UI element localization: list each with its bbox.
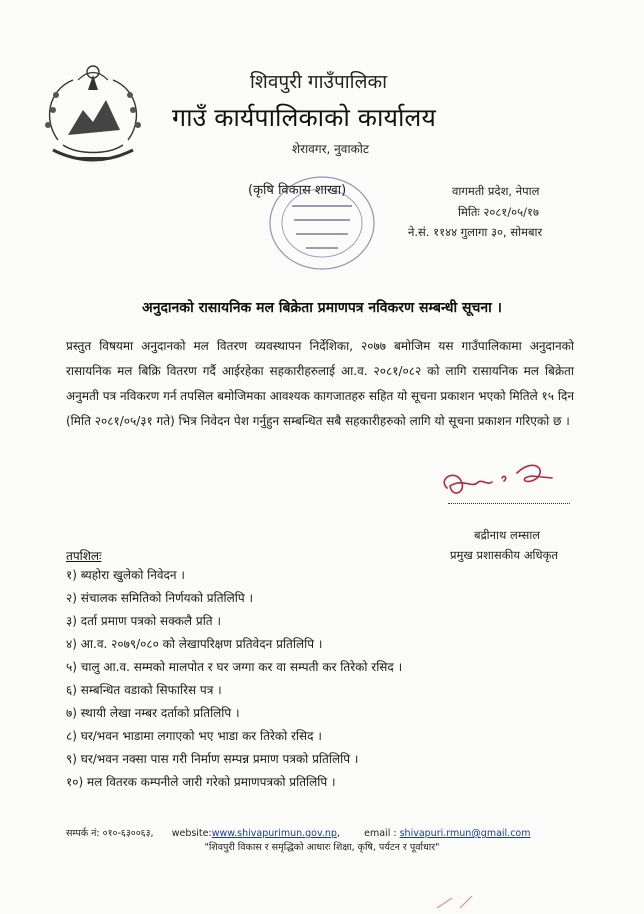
document-list: [66, 564, 402, 794]
notice-title: अनुदानको रासायनिक मल बिक्रेता प्रमाणपत्र नविकरण सम्बन्धी सूचना ।: [142, 300, 502, 316]
list-item: ९) घर/भवन नक्सा पास गरी निर्माण सम्पन्न प्रमाण पत्रको प्रतिलिपि ।: [66, 752, 359, 766]
list-item: २) संचालक समितिको निर्णयको प्रतिलिपि ।: [66, 591, 254, 605]
list-item: ७) स्थायी लेखा नम्बर दर्ताको प्रतिलिपि ।: [66, 706, 240, 720]
signature: [432, 448, 562, 508]
org-name-line2: गाउँ कार्यपालिकाको कार्यालय: [172, 103, 436, 132]
nepal-samvat-date: ने.सं. ११४४ गुलागा ३०, सोमबार: [408, 225, 543, 239]
email-link[interactable]: shivapuri.rmun@gmail.com: [399, 828, 531, 839]
list-item: ३) दर्ता प्रमाण पत्रको सक्कलै प्रति ।: [66, 614, 222, 628]
section-name: (कृषि विकास शाखा): [248, 183, 347, 198]
list-item: ४) आ.व. २०७९/०८० को लेखापरिक्षण प्रतिवेदन प्रतिलिपि ।: [66, 637, 323, 651]
list-heading: तपशिलः: [66, 549, 102, 563]
province: वागमती प्रदेश, नेपाल: [452, 184, 540, 198]
signature-line: [448, 503, 570, 504]
footer-contact-line: सम्पर्क नं: ०१०-६३००६३, website:www.shivapurimun.gov.np, email : shivapuri.rmun@gmail.com: [66, 828, 531, 839]
letter-date: मितिः २०८१/०५/१७: [458, 205, 539, 219]
list-item: १) ब्यहोरा खुलेको निवेदन ।: [66, 568, 185, 582]
list-item: ५) चालु आ.व. सम्मको मालपोत र घर जग्गा कर वा सम्पती कर तिरेको रसिद ।: [66, 660, 403, 674]
list-item: ८) घर/भवन भाडामा लगाएको भए भाडा कर तिरेको रसिद ।: [66, 729, 322, 743]
org-address: शेरावगर, नुवाकोट: [292, 142, 369, 156]
list-item: १०) मल वितरक कम्पनीले जारी गरेको प्रमाणपत्रको प्रतिलिपि ।: [66, 775, 336, 789]
list-item: ६) सम्बन्धित वडाको सिफारिस पत्र ।: [66, 683, 222, 697]
footer-slogan: "शिवपुरी विकास र समृद्धिको आधारः शिक्षा, कृषि, पर्यटन र पूर्वाधार": [204, 842, 440, 853]
email-label: email :: [364, 828, 397, 839]
website-label: website:: [171, 828, 212, 839]
website-link[interactable]: www.shivapurimun.gov.np: [211, 828, 337, 839]
signatory-name: बद्रीनाथ लम्साल: [474, 528, 541, 542]
contact-number: सम्पर्क नं: ०१०-६३००६३,: [66, 828, 154, 839]
nepal-emblem-logo: [18, 50, 168, 190]
page-mark: [432, 890, 492, 910]
signatory-designation: प्रमुख प्रशासकीय अधिकृत: [450, 548, 558, 562]
notice-body: प्रस्तुत विषयमा अनुदानको मल वितरण व्यवस्थापन निर्देशिका, २०७७ बमोजिम यस गाउँपालिकामा अनुदानको रासायनिक मल बिक्रि वितरण गर्दै आईरहेका सहकारीहरुलाई आ.व. २०८१/०८२ को लागि रासायनिक मल बिक्रेता अनुमती पत्र नविकरण गर्न तपसिल बमोजिमका आवश्यक कागजातहरु सहित यो सूचना प्रकाशन भएको मितिले १५ दिन (मिति २०८१/०५/३१ गते) भित्र निवेदन पेश गर्नुहुन सम्बन्धित सबै सहकारीहरुको लागि यो सूचना प्रकाशन गरिएको छ ।: [66, 339, 574, 428]
org-name-line1: शिवपुरी गाउँपालिका: [250, 71, 387, 93]
